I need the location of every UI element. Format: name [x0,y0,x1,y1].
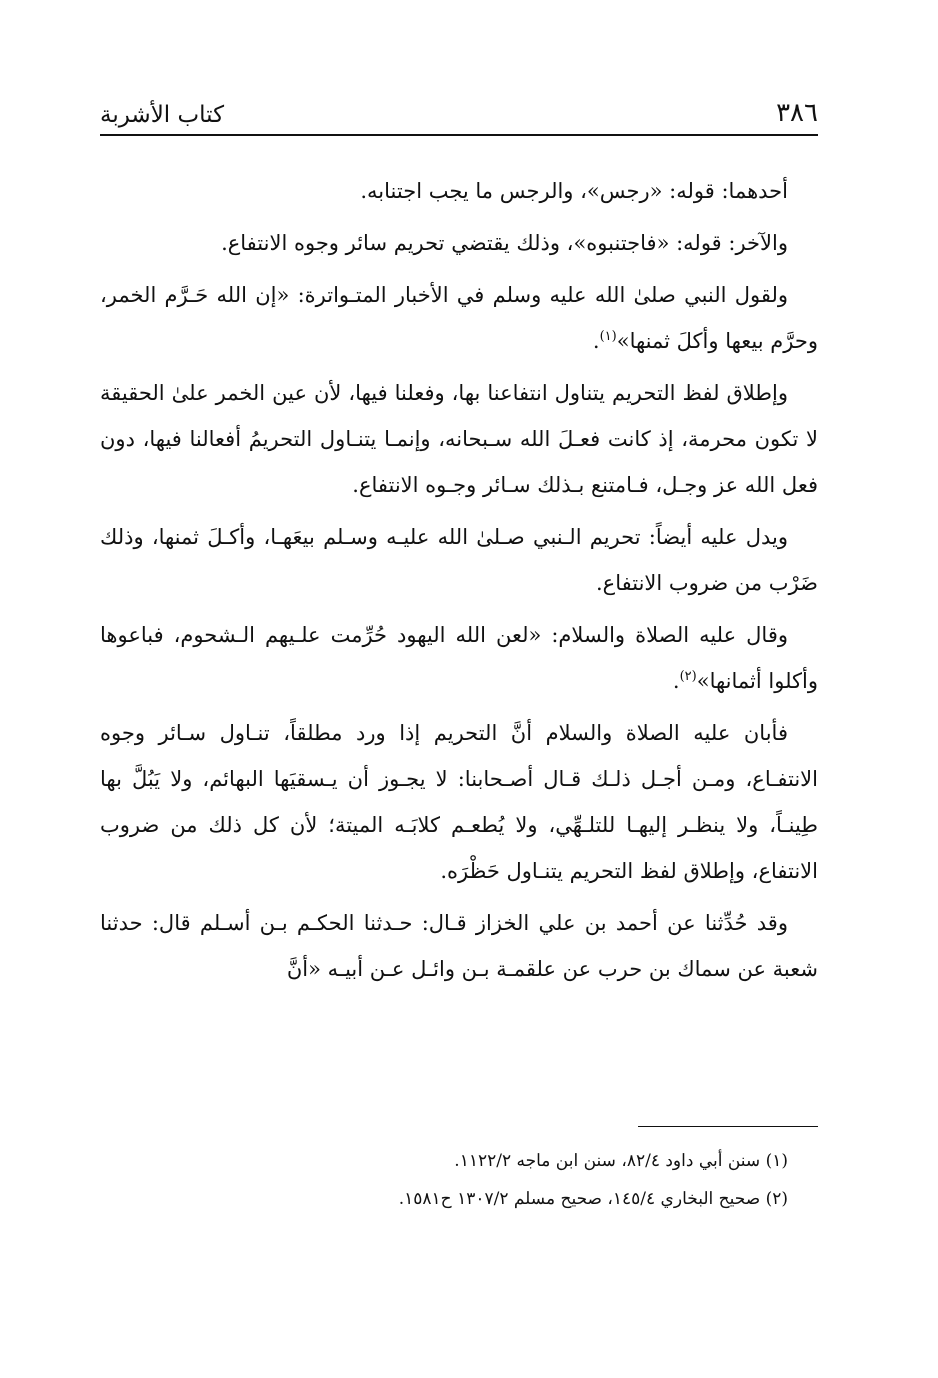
footnote-marker: (٢) [679,669,697,684]
footnote-divider [638,1126,818,1127]
book-page [100,0,818,1378]
paragraph: والآخر: قوله: «فاجتنبوه»، وذلك يقتضي تحريم سائر وجوه الانتفاع. [221,231,788,255]
running-title: كتاب الأشربة [100,102,225,128]
footnote: (٢) صحيح البخاري ١٤٥/٤، صحيح مسلم ١٣٠٧/٢ ح١٥٨١. [398,1189,788,1209]
footnote-marker: (١) [599,329,617,344]
paragraph: ويدل عليه أيضاً: تحريم الـنبي صـلىٰ الله عليـه وسـلم بيعَهـا، وأكـلَ ثمنها، وذلك ضَرْب من ضروب الانتفاع. [100,525,818,595]
paragraph: وإطلاق لفظ التحريم يتناول انتفاعنا بها، وفعلنا فيها، لأن عين الخمر علىٰ الحقيقة لا تكون محرمة، إذ كانت فعـلَ الله سـبحانه، وإنمـا يتنـاول التحريمُ أفعالنا فيها، دون فعل الله عز وجـل، فـامتنع بـذلك سـائر وجـوه الانتفاع. [100,381,818,497]
paragraph: ولقول النبي صلىٰ الله عليه وسلم في الأخبار المتـواترة: «إن الله حَـرَّم الخمر، وحرَّم بيعها وأكلَ ثمنها»$^{(١)}$. [100,283,818,353]
page-header [100,92,818,136]
paragraph: وقد حُدِّثنا عن أحمد بن علي الخزاز قـال: حـدثنا الحكـم بـن أسـلم قال: حدثنا شعبة عن سماك بن حرب عن علقمـة بـن وائـل عـن أبيـه «أنَّ [100,911,818,981]
paragraph: وقال عليه الصلاة والسلام: «لعن الله اليهود حُرِّمت علـيهم الـشحوم، فباعوها وأكلوا أثمانها»$^{(٢)}$. [100,623,818,693]
paragraph: أحدهما: قوله: «رجس»، والرجس ما يجب اجتنابه. [360,179,788,203]
page-number: ٣٨٦ [776,98,818,128]
paragraph: فأبان عليه الصلاة والسلام أنَّ التحريم إذا ورد مطلقاً، تنـاول سـائر وجوه الانتفـاع، ومـن أجـل ذلـك قـال أصـحابنا: لا يجـوز أن يـسقيَها البهائم، ولا يَبُلَّ بها طِينـاً، ولا ينظـر إليهـا للتلـهِّي، ولا يُطعـم كلابَـه الميتة؛ لأن كل ذلك من ضروب الانتفاع، وإطلاق لفظ التحريم يتنـاول حَظْرَه. [100,721,818,883]
footnotes [100,1142,818,1218]
main-text [100,168,818,998]
footnote: (١) سنن أبي داود ٨٢/٤، سنن ابن ماجه ١١٢٢/٢. [454,1151,788,1171]
